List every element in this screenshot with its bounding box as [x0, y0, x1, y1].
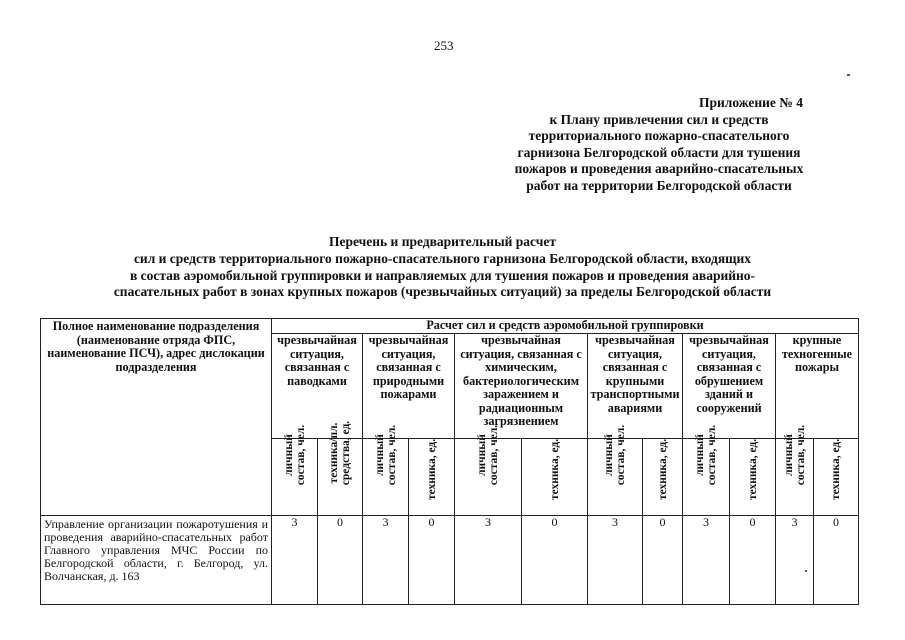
- sub-header-personnel: личный состав, чел.: [782, 424, 807, 486]
- value-cell: 0: [409, 516, 455, 605]
- sub-header-personnel: личный состав, чел.: [282, 424, 307, 486]
- sub-header-cell: [814, 439, 859, 516]
- page-number: 253: [434, 38, 454, 53]
- sub-header-cell: [363, 424, 409, 516]
- sub-header-equipment: техника/пл. средства, ед.: [328, 420, 352, 486]
- appendix-title: Приложение № 4: [699, 95, 803, 110]
- appendix-line: работ на территории Белгородской области: [526, 177, 792, 193]
- scan-mark: [805, 570, 807, 572]
- value-cell: 3: [683, 516, 730, 605]
- sub-header-equipment: техника, ед.: [656, 438, 669, 500]
- sub-header-equipment: техника, ед.: [548, 438, 561, 500]
- sub-header-equipment: техника, ед.: [830, 438, 842, 500]
- appendix-line: пожаров и проведения аварийно-спасательных: [514, 161, 804, 176]
- sub-header-equipment: техника, ед.: [425, 438, 438, 500]
- forces-table: [40, 318, 859, 605]
- list-title-line: сил и средств территориального пожарно-спасательного гарнизона Белгородской области, входящих: [133, 250, 752, 266]
- scan-mark: [847, 74, 850, 76]
- value-cell: 0: [318, 516, 363, 605]
- value-cell: 0: [814, 516, 859, 605]
- sub-header-cell: [409, 439, 455, 516]
- sub-header-cell: [522, 439, 588, 516]
- sub-header-equipment: техника, ед.: [746, 438, 759, 500]
- situation-header-chemical: чрезвычайная ситуация, связанная с химическим, бактериологическим заражением и радиационным загрязнением: [455, 334, 588, 439]
- sub-header-cell: [272, 424, 318, 516]
- situation-header-wildfires: чрезвычайная ситуация, связанная с природными пожарами: [363, 334, 455, 439]
- value-cell: 3: [776, 516, 814, 605]
- value-cell: 3: [272, 516, 318, 605]
- value-cell: 0: [522, 516, 588, 605]
- list-title: [40, 234, 845, 301]
- situation-header-transport: чрезвычайная ситуация, связанная с крупными транспортными авариями: [588, 334, 683, 439]
- sub-header-cell: [730, 439, 776, 516]
- value-cell: 3: [588, 516, 643, 605]
- sub-header-cell: [588, 424, 643, 516]
- situation-header-technogenic: крупные техногенные пожары: [776, 334, 859, 439]
- sub-header-personnel: личный состав, чел.: [476, 424, 500, 486]
- sub-header-cell: [455, 424, 522, 516]
- sub-header-cell: [683, 424, 730, 516]
- value-cell: 3: [363, 516, 409, 605]
- name-column-header: Полное наименование подразделения (наименование отряда ФПС, наименование ПСЧ), адрес дислокации подразделения: [41, 319, 272, 516]
- value-cell: 0: [643, 516, 683, 605]
- situation-header-collapse: чрезвычайная ситуация, связанная с обрушением зданий и сооружений: [683, 334, 776, 439]
- sub-header-personnel: личный состав, чел.: [694, 424, 718, 486]
- unit-name-cell: Управление организации пожаротушения и проведения аварийно-спасательных работ Главного управления МЧС России по Белгородской области, г. Белгород, ул. Волчанская, д. 163: [41, 516, 272, 605]
- sub-header-cell: [776, 424, 814, 516]
- sub-header-cell: [643, 439, 683, 516]
- table-row: [41, 516, 859, 605]
- sub-header-personnel: личный состав, чел.: [373, 424, 398, 486]
- appendix-line: к Плану привлечения сил и средств: [549, 111, 769, 127]
- group-header: Расчет сил и средств аэромобильной группировки: [272, 319, 859, 334]
- list-title-line: в состав аэромобильной группировки и направляемых для тушения пожаров и проведения аварийно-: [129, 267, 756, 283]
- situation-header-floods: чрезвычайная ситуация, связанная с паводками: [272, 334, 363, 439]
- appendix-line: гарнизона Белгородской области для тушения: [517, 144, 801, 160]
- sub-header-cell: [318, 420, 363, 516]
- value-cell: 0: [730, 516, 776, 605]
- sub-header-personnel: личный состав, чел.: [603, 424, 627, 486]
- list-title-line: Перечень и предварительный расчет: [329, 234, 556, 249]
- list-title-line: спасательных работ в зонах крупных пожаров (чрезвычайных ситуаций) за пределы Белгородской области: [113, 284, 772, 300]
- appendix-line: территориального пожарно-спасательного: [528, 128, 790, 143]
- value-cell: 3: [455, 516, 522, 605]
- appendix-block: [479, 95, 839, 194]
